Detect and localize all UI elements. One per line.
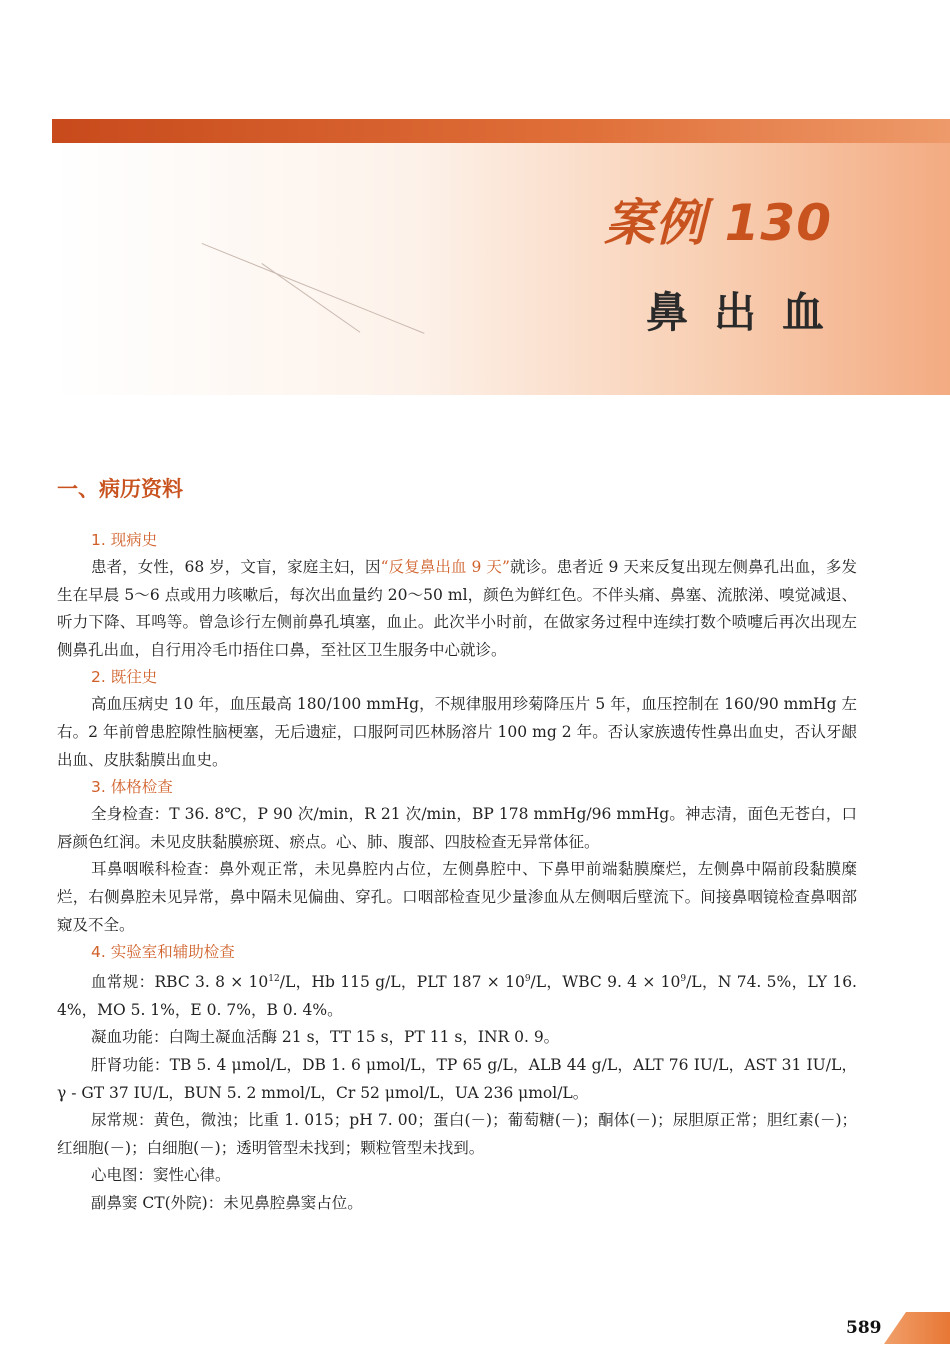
urine-routine-paragraph: 尿常规：黄色，微浊；比重 1. 015；pH 7. 00；蛋白(－)；葡萄糖(－)；酮体(－)；尿胆原正常；胆红素(－)；红细胞(－)；白细胞(－)；透明管型未找到；颗粒管型未找到。 bbox=[57, 1111, 857, 1157]
history-paragraph bbox=[57, 554, 857, 664]
subsection-title-history: 1. 现病史 bbox=[91, 531, 158, 549]
sinus-ct-paragraph: 副鼻窦 CT(外院)：未见鼻腔鼻窦占位。 bbox=[91, 1194, 363, 1213]
past-history-paragraph: 高血压病史 10 年，血压最高 180/100 mmHg，不规律服用珍菊降压片 5 年，血压控制在 160/90 mmHg 左右。2 年前曾患腔隙性脑梗塞，无后遗症，口服阿司匹林肠溶片 100 mg 2 年。否认家族遗传性鼻出血史，否认牙龈出血、皮肤黏膜出血史。 bbox=[57, 695, 857, 769]
blood-routine-text: /L，N 74. 5%，LY 16. 4%，MO 5. 1%，E 0. 7%，B 0. 4%。 bbox=[57, 973, 857, 1019]
page-tab-decoration bbox=[884, 1312, 950, 1344]
history-text: 就诊。患者近 9 天来反复出现左侧鼻孔出血，多发生在早晨 5～6 点或用力咳嗽后，每次出血量约 20～50 ml，颜色为鲜红色。不伴头痛、鼻塞、流脓涕、嗅觉减退、听力下降、耳鸣等。曾急诊行左侧前鼻孔填塞，血止。此次半小时前，在做家务过程中连续打数个喷嚏后再次出现左侧鼻孔出血，自行用冷毛巾捂住口鼻，至社区卫生服务中心就诊。 bbox=[57, 558, 857, 659]
page-number: 589 bbox=[846, 1318, 882, 1338]
header-banner bbox=[52, 143, 950, 395]
header-color-bar bbox=[52, 119, 950, 143]
blood-routine-text: /L，WBC 9. 4 × 10 bbox=[530, 973, 681, 992]
exponent: 12 bbox=[268, 974, 280, 985]
section-title: 一、病历资料 bbox=[57, 476, 183, 501]
exponent: 9 bbox=[680, 974, 687, 985]
case-number: 案例 130 bbox=[604, 194, 832, 252]
case-title: 鼻出血 bbox=[645, 288, 850, 337]
general-exam-paragraph: 全身检查：T 36. 8℃，P 90 次/min，R 21 次/min，BP 178 mmHg/96 mmHg。神志清，面色无苍白，口唇颜色红润。未见皮肤黏膜瘀斑、瘀点。心、肺、腹部、四肢检查无异常体征。 bbox=[57, 805, 857, 851]
subsection-title-lab: 4. 实验室和辅助检查 bbox=[91, 943, 235, 962]
case-content bbox=[57, 527, 857, 1218]
ecg-paragraph: 心电图：窦性心律。 bbox=[91, 1166, 231, 1185]
liver-kidney-paragraph: 肝肾功能：TB 5. 4 μmol/L，DB 1. 6 μmol/L，TP 65 g/L，ALB 44 g/L，ALT 76 IU/L，AST 31 IU/L，γ - GT 37 IU/L，BUN 5. 2 mmol/L，Cr 52 μmol/L，UA 236 μmol/L。 bbox=[57, 1056, 857, 1102]
blood-routine-paragraph bbox=[57, 966, 857, 1024]
chief-complaint: “反复鼻出血 9 天” bbox=[380, 558, 510, 576]
exponent: 9 bbox=[524, 974, 531, 985]
coagulation-paragraph: 凝血功能：白陶土凝血活酶 21 s，TT 15 s，PT 11 s，INR 0. 9。 bbox=[91, 1028, 560, 1047]
subsection-title-past-history: 2. 既往史 bbox=[91, 668, 158, 687]
history-text: 患者，女性，68 岁，文盲，家庭主妇，因 bbox=[91, 558, 381, 576]
subsection-title-physical-exam: 3. 体格检查 bbox=[91, 778, 173, 797]
blood-routine-text: 血常规：RBC 3. 8 × 10 bbox=[91, 973, 269, 992]
blood-routine-text: /L，Hb 115 g/L，PLT 187 × 10 bbox=[279, 973, 525, 992]
banner-decoration bbox=[202, 243, 425, 334]
ent-exam-paragraph: 耳鼻咽喉科检查：鼻外观正常，未见鼻腔内占位，左侧鼻腔中、下鼻甲前端黏膜糜烂，左侧鼻中隔前段黏膜糜烂，右侧鼻腔未见异常，鼻中隔未见偏曲、穿孔。口咽部检查见少量渗血从左侧咽后壁流下。间接鼻咽镜检查鼻咽部窥及不全。 bbox=[57, 860, 857, 934]
banner-decoration bbox=[261, 263, 360, 333]
